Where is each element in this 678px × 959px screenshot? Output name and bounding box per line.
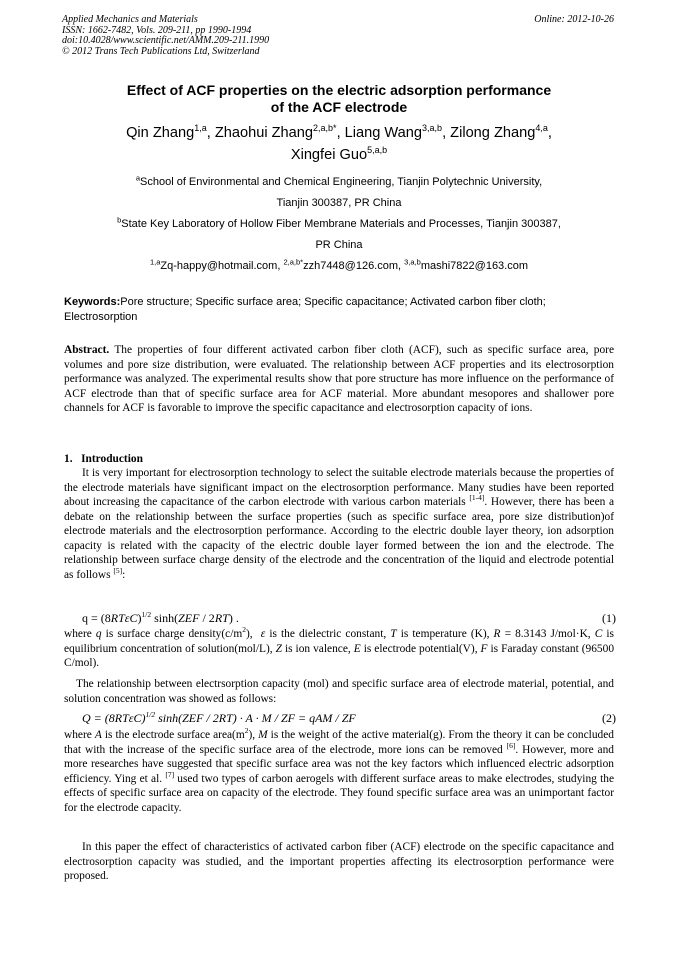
email-sup: 3,a,b xyxy=(404,257,421,267)
journal-name: Applied Mechanics and Materials xyxy=(62,14,198,25)
def-text: is the electrode surface area(m xyxy=(101,729,245,741)
equation-1-number: (1) xyxy=(602,611,616,625)
author-name: Zilong Zhang xyxy=(450,125,536,141)
def-var: R xyxy=(493,628,501,640)
def-var: q xyxy=(95,628,102,640)
author-sep: , xyxy=(336,125,345,141)
eq-text: sinh(ZEF / 2RT) · A · M / ZF = qAM / ZF xyxy=(155,711,356,725)
author-name: Qin Zhang xyxy=(126,125,195,141)
email-list xyxy=(40,256,638,277)
def-var: Z xyxy=(275,642,282,655)
para-text: : xyxy=(122,568,126,581)
author-sep: , xyxy=(547,125,552,141)
def-text: ), xyxy=(246,628,261,640)
def-var: M xyxy=(258,729,268,741)
def-text: used two types of carbon aerogels with different surface areas to make electrodes, studying the effects of specific surface area on capacity of the electrode. They found specific surface area was an unimportant factor for the electrode capacity. xyxy=(64,772,617,814)
author-sup: 2,a,b* xyxy=(313,123,337,134)
equation-2 xyxy=(64,711,616,726)
def-var: F xyxy=(480,642,488,655)
author-line-2 xyxy=(40,144,638,166)
eq-text: ) . xyxy=(228,611,239,625)
eq-text: Q = (8RTεC) xyxy=(82,711,146,725)
paper-title xyxy=(40,82,638,116)
email-address[interactable]: zzh7448@126.com xyxy=(303,260,399,272)
affiliation-sup: b xyxy=(117,215,122,225)
def-text: ), xyxy=(248,729,259,741)
equation-2-definitions xyxy=(64,726,617,815)
citation[interactable]: [7] xyxy=(165,769,175,779)
def-var: T xyxy=(390,628,397,640)
para-text: It is very important for electrosorption technology to select the suitable electrode materials because the properties of the electrode materials have significant impact on the electrosorption performance. Many studies have been reported about increasing the capacitance of the carbon electrode with various carbon materials xyxy=(64,467,617,508)
keywords xyxy=(64,295,616,325)
def-text: is equilibrium concentration of solution(mol/L), xyxy=(64,628,617,655)
author-sup: 4,a xyxy=(535,123,548,134)
def-text: where xyxy=(64,729,95,741)
def-text: is temperature (K), xyxy=(396,628,494,640)
para-text: . However, there has been a debate on the relationship between the surface properties (such as specific surface area, pore size distribution)of electrode materials and the electrosorption performance. According to the electric double layer theory, ion adsorption capacity is related with the capacity of the electric double layer formed between the ion and the electrode. The relationship between surface charge density of the electrode and the concentration of the liquid and electrode potential as follows xyxy=(64,496,617,581)
def-power: 2 xyxy=(244,726,249,736)
equation-1-definitions xyxy=(64,625,617,671)
def-var: C xyxy=(594,628,603,640)
affiliation-a-line-2: Tianjin 300387, PR China xyxy=(276,197,402,209)
email-sep: , xyxy=(398,260,405,272)
journal-doi: doi:10.4028/www.scientific.net/AMM.209-211.1990 xyxy=(62,35,270,46)
author-line-1 xyxy=(40,122,638,144)
eq-var: C xyxy=(129,611,138,625)
def-text: . However, more and more researches have suggested that specific surface area was not the key factors which influenced electric adsorption efficiency. Ying et al. xyxy=(64,743,617,785)
eq-power: 1/2 xyxy=(141,610,152,619)
author-name: Xingfei Guo xyxy=(290,147,368,163)
title-line-1: Effect of ACF properties on the electric adsorption performance xyxy=(126,82,552,98)
intro-paragraph-1 xyxy=(64,466,617,582)
affiliation-text: State Key Laboratory of Hollow Fiber Membrane Materials and Processes, Tianjin 300387, xyxy=(121,218,561,230)
def-text: is the weight of the active material(g). From the theory it can be concluded that with the increase of the specific surface area of the electrode, more ions can be removed xyxy=(64,729,617,756)
author-sup: 1,a xyxy=(194,123,207,134)
equation-1-body: $q = (8RT\varepsilon C)^{1/2}$ sinh(ZEF / 2RT) . xyxy=(82,610,239,625)
eq-text: / 2 xyxy=(199,611,215,625)
def-var: ε xyxy=(260,628,266,640)
def-var: E xyxy=(353,642,361,655)
eq-var: RT xyxy=(214,611,229,625)
journal-issn: ISSN: 1662-7482, Vols. 209-211, pp 1990-1994 xyxy=(62,24,252,36)
author-sep: , xyxy=(442,125,451,141)
title-line-2: of the ACF electrode xyxy=(270,99,408,115)
eq-text: sinh( xyxy=(151,611,179,625)
equation-2-body xyxy=(64,711,356,725)
journal-copyright: © 2012 Trans Tech Publications Ltd, Switzerland xyxy=(62,45,260,57)
intro-paragraph-3: In this paper the effect of characteristics of activated carbon fiber (ACF) electrode on the specific capacitance and electrosorption capacity was studied, and the important properties affecting its electrosorption performance were proposed. xyxy=(64,841,614,882)
def-text: is ion valence, xyxy=(281,642,354,655)
citation[interactable]: [6] xyxy=(506,740,516,750)
eq-var: ZEF xyxy=(178,611,200,625)
author-list xyxy=(40,122,638,166)
affiliation-text: School of Environmental and Chemical Engineering, Tianjin Polytechnic University, xyxy=(140,176,543,188)
email-address[interactable]: Zq-happy@hotmail.com xyxy=(160,260,278,272)
citation[interactable]: [5] xyxy=(113,565,123,575)
abstract xyxy=(64,343,617,416)
journal-header xyxy=(62,15,269,57)
affiliation-sup: a xyxy=(135,173,141,183)
author-sup: 3,a,b xyxy=(422,123,443,134)
def-text: where xyxy=(64,628,96,640)
email-sup: 1,a xyxy=(149,257,161,267)
abstract-text: The properties of four different activated carbon fiber cloth (ACF), such as specific surface area, pore volumes and pore size distribution, were evaluated. The relationship between ACF properties and its electrosorption performance was analyzed. The experimental results show that pore structure has more influence on the performance of ACF electrode than that of specific surface area for ACF material. More abundant mesopores and shallower pore channels for ACF is favorable to improve the specific capacitance and electrosorption capacity of ions. xyxy=(64,344,617,414)
citation[interactable]: [1-4] xyxy=(469,493,485,503)
def-text: is surface charge density(c/m xyxy=(101,628,243,640)
eq-text: q = (8 xyxy=(82,611,111,625)
email-sep: , xyxy=(277,260,284,272)
equation-2-number: (2) xyxy=(602,711,616,725)
section-heading: 1. Introduction xyxy=(64,453,143,465)
email-address[interactable]: mashi7822@163.com xyxy=(420,260,529,272)
affiliation-a xyxy=(40,172,638,214)
author-sup: 5,a,b xyxy=(367,145,388,156)
author-sep: , xyxy=(206,125,215,141)
keywords-label: Keywords: xyxy=(64,296,121,308)
eq-var: ε xyxy=(124,611,130,625)
author-name: Zhaohui Zhang xyxy=(214,125,314,141)
def-text: is Faraday constant (96500 C/mol). xyxy=(64,642,617,669)
eq-power: 1/2 xyxy=(145,710,156,719)
email-line xyxy=(40,256,638,277)
affiliation-b-line-2: PR China xyxy=(315,239,363,251)
affiliation-b xyxy=(40,214,638,256)
online-date: Online: 2012-10-26 xyxy=(534,14,614,25)
def-var: A xyxy=(94,729,102,741)
email-sup: 2,a,b* xyxy=(283,257,304,267)
intro-paragraph-2: The relationship between electrsorption capacity (mol) and specific surface area of electrode material, potential, and solution concentration was showed as follows: xyxy=(64,678,614,705)
def-text: is the dielectric constant, xyxy=(265,628,391,640)
def-text: = 8.3143 J/mol·K, xyxy=(500,628,595,640)
def-text: is electrode potential(V), xyxy=(360,642,481,655)
equation-1 xyxy=(64,611,616,626)
keywords-text: Pore structure; Specific surface area; Specific capacitance; Activated carbon fiber cloth; Electrosorption xyxy=(64,296,546,323)
author-name: Liang Wang xyxy=(344,125,423,141)
def-power: 2 xyxy=(242,625,246,635)
eq-var: RT xyxy=(110,611,125,625)
affiliation-b-line-1 xyxy=(40,214,638,235)
affiliation-a-line-1 xyxy=(40,172,638,193)
abstract-label: Abstract. xyxy=(64,344,110,356)
